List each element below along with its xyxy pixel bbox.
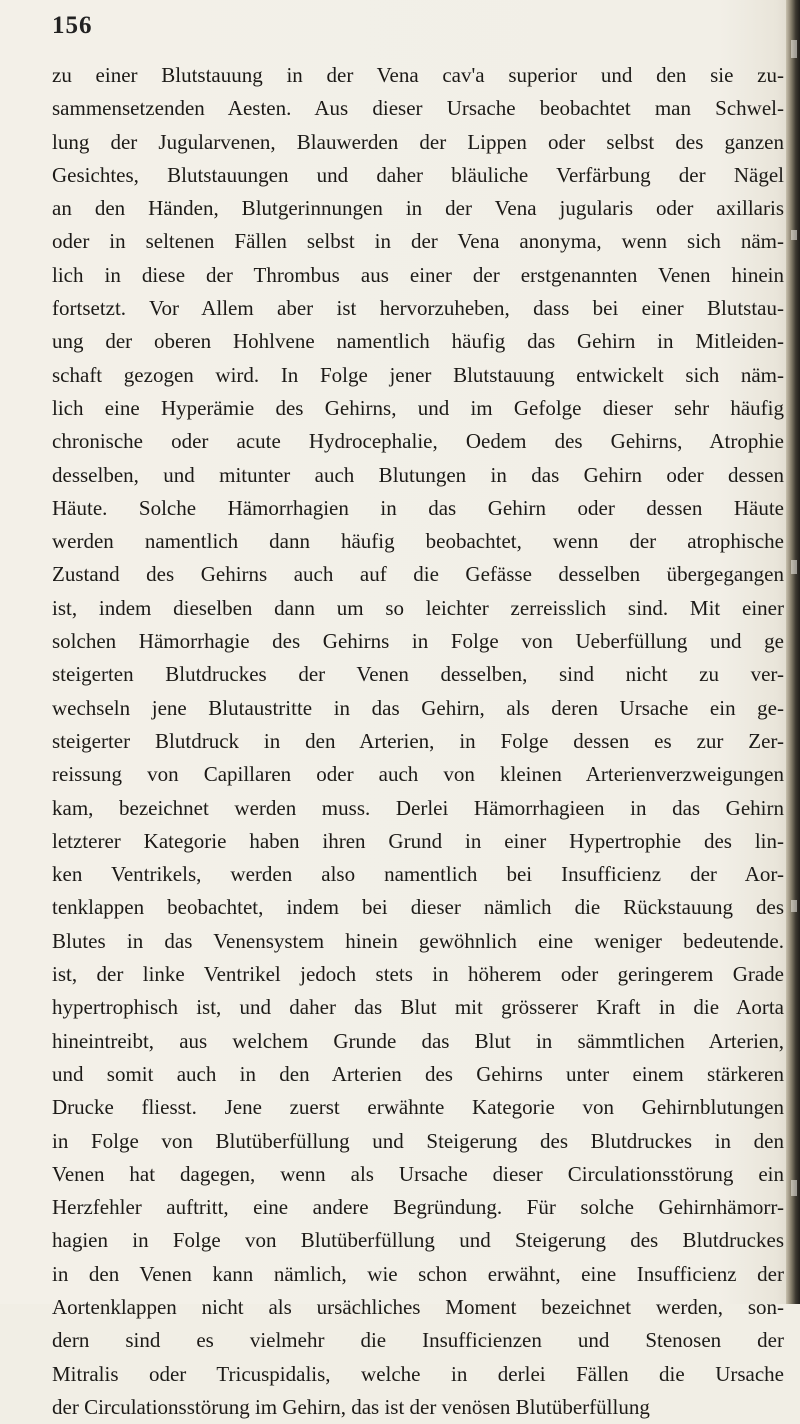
text-line: werden namentlich dann häufig beobachtet, wenn der atrophische — [52, 529, 784, 554]
text-line: Herzfehler auftritt, eine andere Begründung. Für solche Gehirnhämorr- — [52, 1195, 784, 1220]
text-line: Zustand des Gehirns auch auf die Gefässe desselben übergegangen — [52, 562, 784, 587]
text-line: kam, bezeichnet werden muss. Derlei Hämorrhagieen in das Gehirn — [52, 795, 784, 820]
text-line: in Folge von Blutüberfüllung und Steigerung des Blutdruckes in den — [52, 1128, 784, 1153]
text-line: desselben, und mitunter auch Blutungen in das Gehirn oder dessen — [52, 462, 784, 487]
text-line: Venen hat dagegen, wenn als Ursache dieser Circulationsstörung ein — [52, 1161, 784, 1186]
text-line: der Circulationsstörung im Gehirn, das ist der venösen Blutüberfüllung — [52, 1394, 650, 1419]
text-line: schaft gezogen wird. In Folge jener Blutstauung entwickelt sich näm- — [52, 362, 784, 387]
edge-mark — [791, 1180, 797, 1196]
edge-mark — [791, 900, 797, 912]
text-line: Drucke fliesst. Jene zuerst erwähnte Kategorie von Gehirnblutungen — [52, 1095, 784, 1120]
text-line: sammensetzenden Aesten. Aus dieser Ursache beobachtet man Schwel- — [52, 96, 784, 121]
text-line: dern sind es vielmehr die Insufficienzen und Stenosen der — [52, 1328, 784, 1353]
text-line: Mitralis oder Tricuspidalis, welche in derlei Fällen die Ursache — [52, 1361, 784, 1386]
text-line: und somit auch in den Arterien des Gehirns unter einem stärkeren — [52, 1061, 784, 1086]
page-edge-shadow — [786, 0, 800, 1304]
text-line: ist, indem dieselben dann um so leichter zerreisslich sind. Mit einer — [52, 595, 784, 620]
text-line: Aortenklappen nicht als ursächliches Moment bezeichnet werden, son- — [52, 1294, 784, 1319]
text-line: lung der Jugularvenen, Blauwerden der Lippen oder selbst des ganzen — [52, 129, 784, 154]
text-line: in den Venen kann nämlich, wie schon erwähnt, eine Insufficienz der — [52, 1261, 784, 1286]
edge-mark — [791, 560, 797, 574]
body-text — [52, 59, 784, 1424]
text-line: steigerter Blutdruck in den Arterien, in Folge dessen es zur Zer- — [52, 728, 784, 753]
text-line: reissung von Capillaren oder auch von kleinen Arterienverzweigungen — [52, 762, 784, 787]
text-line: tenklappen beobachtet, indem bei dieser nämlich die Rückstauung des — [52, 895, 784, 920]
text-line: Häute. Solche Hämorrhagien in das Gehirn oder dessen Häute — [52, 495, 784, 520]
text-line: solchen Hämorrhagie des Gehirns in Folge von Ueberfüllung und ge — [52, 629, 784, 654]
text-line: hineintreibt, aus welchem Grunde das Blut in sämmtlichen Arterien, — [52, 1028, 784, 1053]
text-line: zu einer Blutstauung in der Vena cav'a superior und den sie zu- — [52, 63, 784, 87]
text-line: Gesichtes, Blutstauungen und daher bläuliche Verfärbung der Nägel — [52, 162, 784, 187]
text-line: ung der oberen Hohlvene namentlich häufig das Gehirn in Mitleiden- — [52, 329, 784, 354]
text-line: lich eine Hyperämie des Gehirns, und im Gefolge dieser sehr häufig — [52, 395, 784, 420]
text-line: letzterer Kategorie haben ihren Grund in einer Hypertrophie des lin- — [52, 828, 784, 853]
text-line: lich in diese der Thrombus aus einer der erstgenannten Venen hinein — [52, 262, 784, 287]
text-line: an den Händen, Blutgerinnungen in der Vena jugularis oder axillaris — [52, 196, 784, 221]
edge-mark — [791, 230, 797, 240]
edge-mark — [791, 40, 797, 58]
text-line: Blutes in das Venensystem hinein gewöhnlich eine weniger bedeutende. — [52, 928, 784, 953]
text-line: hypertrophisch ist, und daher das Blut mit grösserer Kraft in die Aorta — [52, 995, 784, 1020]
text-line: ken Ventrikels, werden also namentlich bei Insufficienz der Aor- — [52, 862, 784, 887]
page-number: 156 — [52, 12, 93, 39]
text-line: steigerten Blutdruckes der Venen desselben, sind nicht zu ver- — [52, 662, 784, 687]
text-line: oder in seltenen Fällen selbst in der Vena anonyma, wenn sich näm- — [52, 229, 784, 254]
text-line: chronische oder acute Hydrocephalie, Oedem des Gehirns, Atrophie — [52, 429, 784, 454]
text-line: fortsetzt. Vor Allem aber ist hervorzuheben, dass bei einer Blutstau- — [52, 296, 784, 321]
text-line: hagien in Folge von Blutüberfüllung und Steigerung des Blutdruckes — [52, 1228, 784, 1253]
text-line: wechseln jene Blutaustritte in das Gehirn, als deren Ursache ein ge- — [52, 695, 784, 720]
text-line: ist, der linke Ventrikel jedoch stets in höherem oder geringerem Grade — [52, 962, 784, 987]
